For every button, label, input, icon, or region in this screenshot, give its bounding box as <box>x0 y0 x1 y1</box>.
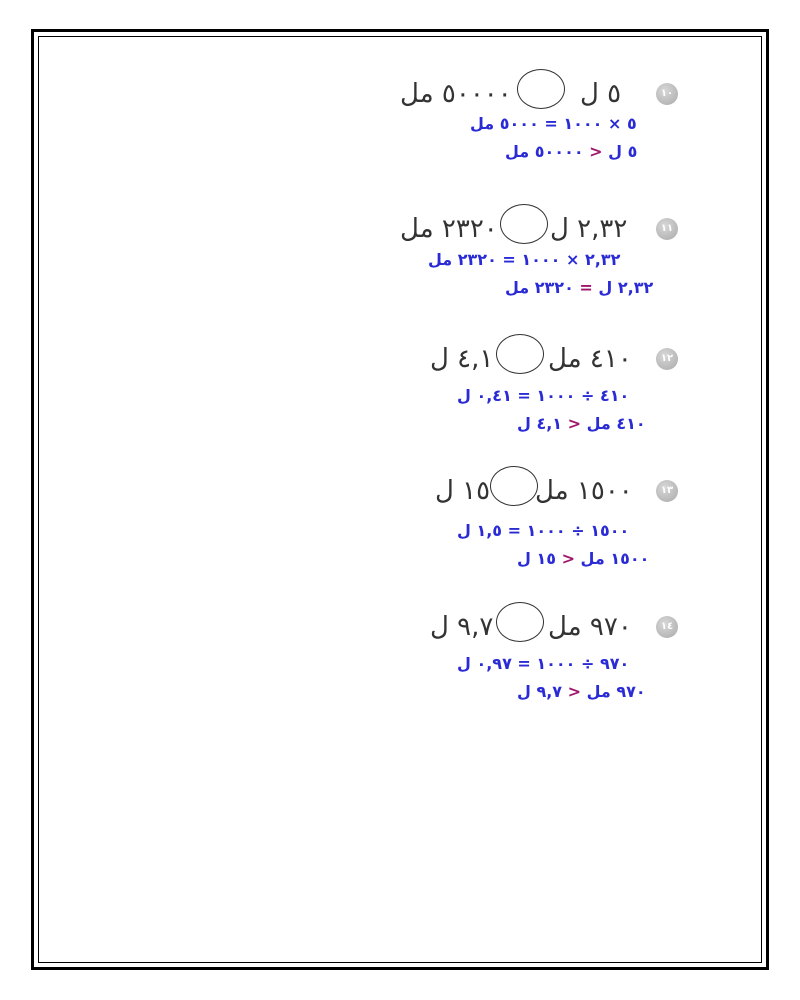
question-number-badge: ١٢ <box>656 348 678 370</box>
question-number-badge: ١٣ <box>656 480 678 502</box>
solution-step-1: ٥ × ١٠٠٠ = ٥٠٠٠ مل <box>470 114 637 133</box>
solution-step-2: ٩٧٠ مل < ٩,٧ ل <box>517 682 646 701</box>
quantity-right: ٩٧٠ مل <box>548 612 632 642</box>
question-number-badge: ١٠ <box>656 83 678 105</box>
quantity-right: ٤١٠ مل <box>548 344 632 374</box>
quantity-right: ٢,٣٢ ل <box>550 214 628 244</box>
quantity-left: ٤,١ ل <box>430 344 494 374</box>
quantity-left: ١٥ ل <box>435 476 491 506</box>
solution-step-2: ٢,٣٢ ل = ٢٣٢٠ مل <box>505 278 654 297</box>
solution-step-1: ٩٧٠ ÷ ١٠٠٠ = ٠,٩٧ ل <box>457 654 630 673</box>
solution-step-1: ٤١٠ ÷ ١٠٠٠ = ٠,٤١ ل <box>457 386 630 405</box>
solution-step-2: ١٥٠٠ مل < ١٥ ل <box>517 549 650 568</box>
solution-step-1: ١٥٠٠ ÷ ١٠٠٠ = ١,٥ ل <box>457 521 630 540</box>
quantity-right: ٥ ل <box>580 79 622 109</box>
solution-step-2: ٥ ل < ٥٠٠٠٠ مل <box>505 142 638 161</box>
quantity-left: ٢٣٢٠ مل <box>400 214 498 244</box>
quantity-right: ١٥٠٠ مل <box>535 476 633 506</box>
question-number-badge: ١١ <box>656 218 678 240</box>
quantity-left: ٩,٧ ل <box>430 612 494 642</box>
quantity-left: ٥٠٠٠٠ مل <box>400 79 512 109</box>
question-number-badge: ١٤ <box>656 616 678 638</box>
solution-step-1: ٢,٣٢ × ١٠٠٠ = ٢٣٢٠ مل <box>428 250 621 269</box>
solution-step-2: ٤١٠ مل < ٤,١ ل <box>517 414 646 433</box>
comparison-circle <box>496 602 544 642</box>
